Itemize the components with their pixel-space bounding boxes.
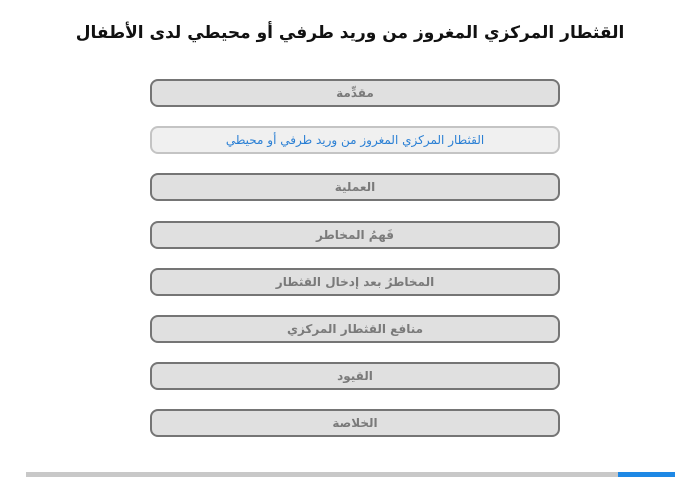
menu-item-risks-after-insertion[interactable]	[150, 268, 560, 296]
menu-item-label: القيود	[337, 369, 373, 384]
menu-item-summary[interactable]	[150, 409, 560, 437]
menu-item-label: فَهمُ المخاطر	[316, 227, 394, 242]
menu-item-benefits[interactable]	[150, 315, 560, 343]
page-title: القثطار المركزي المغروز من وريد طرفي أو محيطي لدى الأطفال	[75, 23, 625, 44]
menu-item-label: المخاطرُ بعد إدخال القثطار	[275, 274, 435, 289]
section-menu	[150, 79, 560, 457]
menu-item-understanding-risks[interactable]	[150, 221, 560, 249]
menu-item-label: منافع القثطار المركزي	[286, 321, 424, 336]
progress-bar-fill	[618, 472, 675, 477]
menu-item-label: القثطار المركزي المغروز من وريد طرفي أو محيطي	[225, 133, 485, 148]
menu-item-introduction[interactable]	[150, 79, 560, 107]
menu-item-label: مقدِّمة	[336, 86, 374, 100]
menu-item-procedure[interactable]	[150, 173, 560, 201]
menu-item-limitations[interactable]	[150, 362, 560, 390]
menu-item-label: الخلاصة	[332, 416, 378, 431]
menu-item-label: العملية	[334, 180, 376, 195]
menu-item-picc[interactable]	[150, 126, 560, 154]
progress-bar	[26, 472, 675, 477]
